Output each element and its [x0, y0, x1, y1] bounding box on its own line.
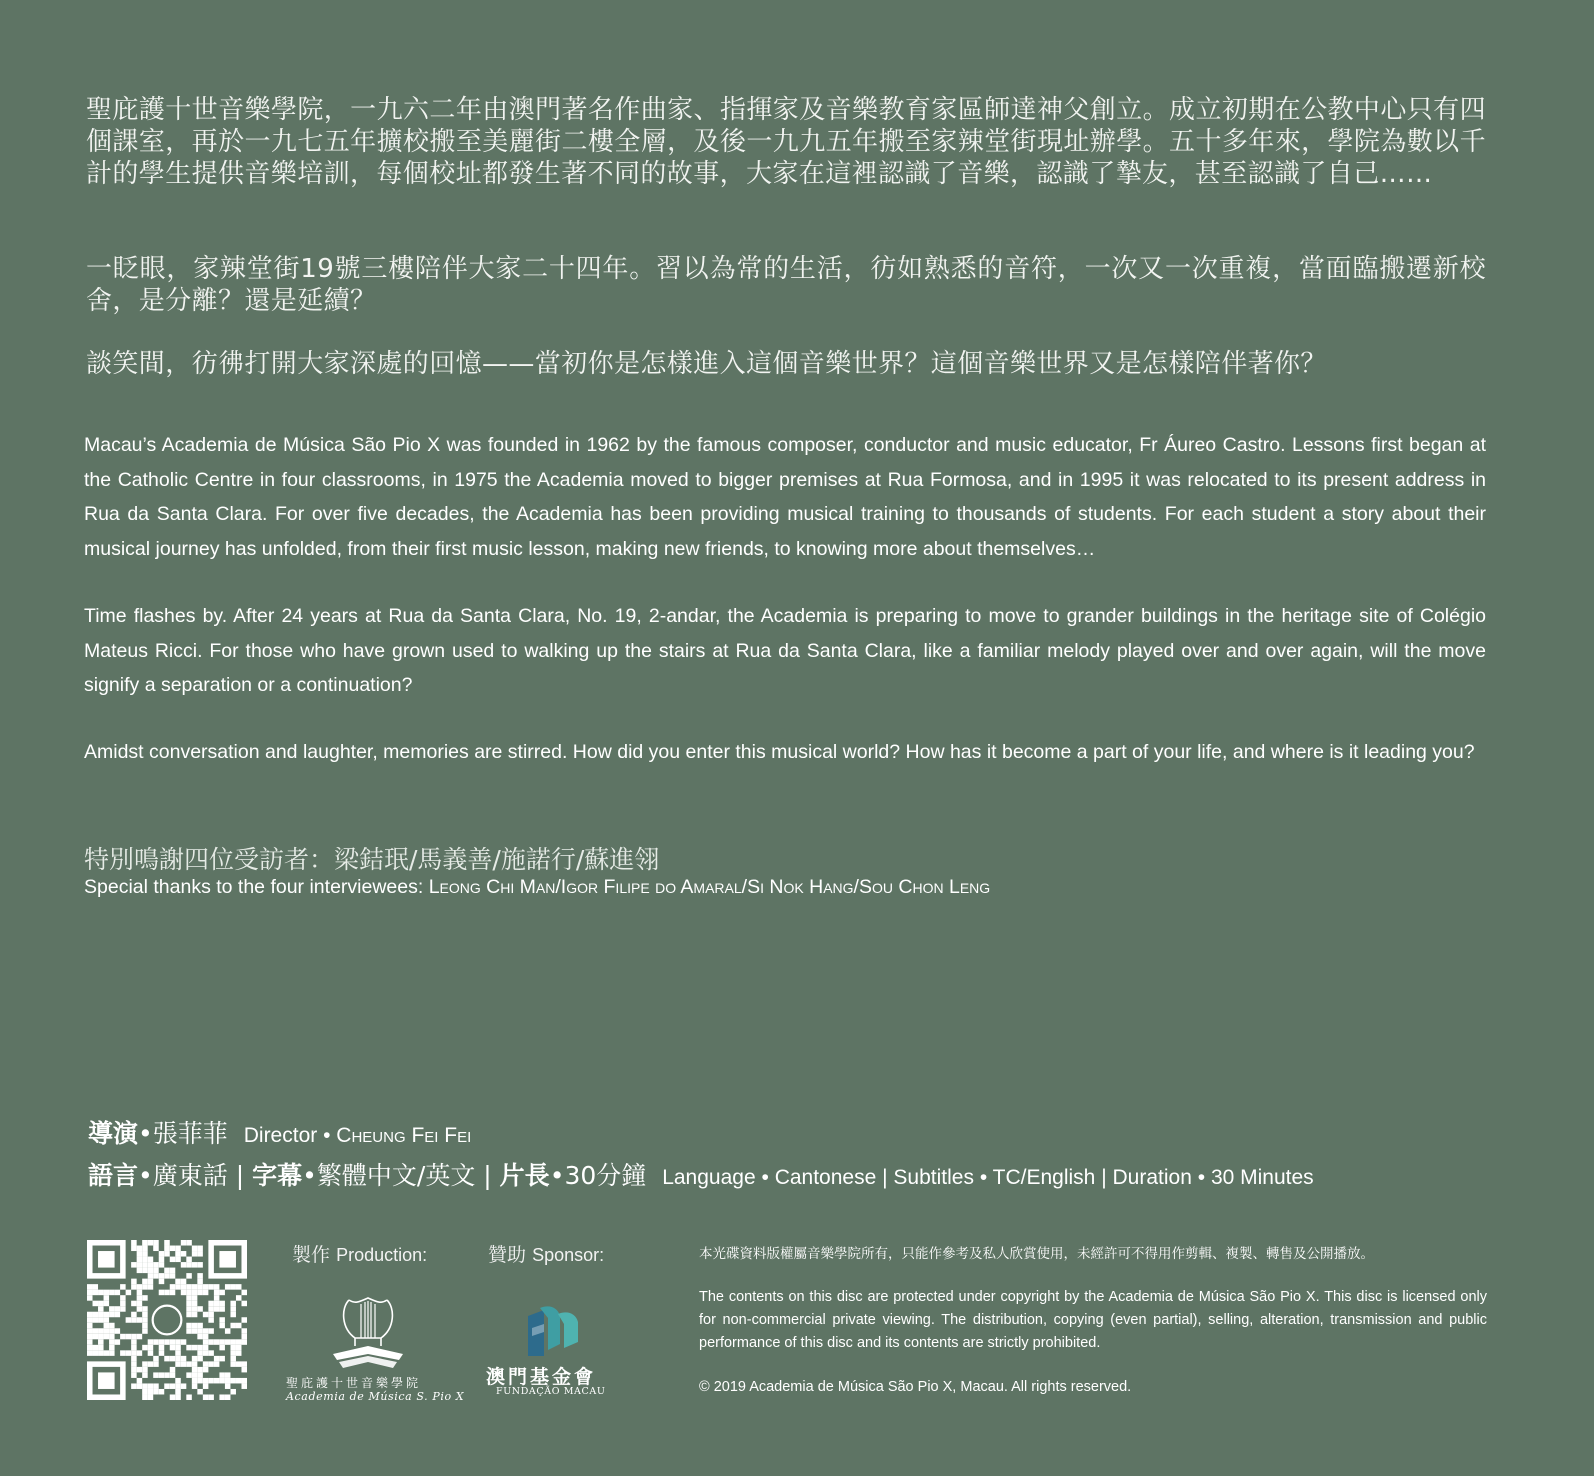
dot: •: [138, 1119, 153, 1148]
dot: •: [323, 1124, 331, 1147]
production-label-en: Production:: [336, 1245, 428, 1265]
special-thanks-prefix: Special thanks to the four interviewees:: [84, 876, 429, 898]
separator: |: [882, 1166, 888, 1189]
fundacao-macau-logo-chinese: 澳門基金會: [486, 1366, 597, 1388]
separator: |: [483, 1161, 492, 1190]
subtitles-en-value: TC/English: [992, 1166, 1096, 1189]
duration-label: 片長: [499, 1161, 550, 1190]
dot: •: [761, 1166, 769, 1189]
english-paragraph-3: Amidst conversation and laughter, memories are stirred. How did you enter this musical world? How has it become a part of your life, and where is it leading you?: [84, 741, 1475, 763]
dot: •: [979, 1166, 988, 1189]
separator: |: [235, 1161, 245, 1190]
language-en-value: Cantonese: [774, 1166, 877, 1189]
duration-en-label: Duration: [1112, 1166, 1192, 1189]
sponsor-label: [488, 1240, 604, 1267]
language-value: 廣東話: [152, 1161, 228, 1190]
copyright-line: © 2019 Academia de Música São Pio X, Macau. All rights reserved.: [699, 1379, 1132, 1395]
fundacao-macau-logo-icon: [524, 1304, 582, 1360]
sponsor-label-zh: 贊助: [488, 1244, 527, 1266]
fundacao-macau-logo-english: FUNDAÇÃO MACAU: [496, 1386, 606, 1397]
interviewee-names: Leong Chi Man/Igor Filipe do Amaral/Si Nok Hang/Sou Chon Leng: [428, 876, 991, 898]
dot: •: [302, 1161, 317, 1190]
chinese-paragraph-2: 一眨眼，家辣堂街19號三樓陪伴大家二十四年。習以為常的生活，彷如熟悉的音符，一次又一次重複，當面臨搬遷新校舍，是分離？還是延續？: [86, 254, 1486, 316]
qr-code-icon[interactable]: [86, 1240, 248, 1400]
production-label: [292, 1240, 427, 1267]
duration-value: 30分鐘: [564, 1161, 647, 1190]
separator: |: [1101, 1166, 1107, 1189]
academy-lyre-logo-icon: [325, 1294, 411, 1370]
chinese-paragraph-1: 聖庇護十世音樂學院，一九六二年由澳門著名作曲家、指揮家及音樂教育家區師達神父創立。成立初期在公教中心只有四個課室，再於一九七五年擴校搬至美麗街二樓全層，及後一九九五年搬至家辣堂街現址辦學。五十多年來，學院為數以千計的學生提供音樂培訓，每個校址都發生著不同的故事，大家在這裡認識了音樂，認識了摯友，甚至認識了自己……: [86, 95, 1486, 189]
duration-en-value: 30 Minutes: [1210, 1166, 1314, 1189]
language-en-label: Language: [662, 1166, 756, 1189]
subtitles-value: 繁體中文/英文: [316, 1161, 476, 1190]
director-credit: [88, 1114, 471, 1150]
chinese-paragraph-3: 談笑間，彷彿打開大家深處的回憶——當初你是怎樣進入這個音樂世界？這個音樂世界又是怎樣陪伴著你？: [86, 349, 1327, 379]
director-en-name: Cheung Fei Fei: [336, 1124, 472, 1147]
subtitles-label: 字幕: [252, 1161, 303, 1190]
dot: •: [549, 1161, 565, 1190]
english-paragraph-2: Time flashes by. After 24 years at Rua da Santa Clara, No. 19, 2-andar, the Academia is preparing to move to grander buildings in the heritage site of Colégio Mateus Ricci. For those who have grown used to walking up the stairs at Rua da Santa Clara, like a familiar melody played over and over again, will the move signify a separation or a continuation?: [84, 605, 1486, 696]
dot: •: [138, 1161, 153, 1190]
special-thanks-english: [84, 876, 990, 899]
copyright-notice-english: The contents on this disc are protected under copyright by the Academia de Música São Pio X. This disc is licensed only for non-commercial private viewing. The distribution, copying (even partial), selling, alteration, transmission and public performance of this disc and its contents are strictly prohibited.: [699, 1289, 1487, 1351]
dot: •: [1197, 1166, 1206, 1189]
sponsor-label-en: Sponsor:: [532, 1245, 605, 1265]
director-name: 張菲菲: [152, 1119, 228, 1148]
director-label: 導演: [88, 1119, 139, 1148]
special-thanks-chinese: 特別鳴謝四位受訪者：梁銡珉/馬義善/施諾行/蘇進翎: [84, 845, 660, 874]
english-paragraph-1: Macau’s Academia de Música São Pio X was founded in 1962 by the famous composer, conductor and music educator, Fr Áureo Castro. Lessons first began at the Catholic Centre in four classrooms, in 1975 the Academia moved to bigger premises at Rua Formosa, and in 1995 it was relocated to its present address in Rua da Santa Clara. For over five decades, the Academia has been providing musical training to thousands of students. For each student a story about their musical journey has unfolded, from their first music lesson, making new friends, to knowing more about themselves…: [84, 434, 1486, 560]
academy-logo-chinese: 聖庇護十世音樂學院: [286, 1376, 422, 1390]
language-label: 語言: [88, 1161, 139, 1190]
academy-logo-english: Academia de Música S. Pio X: [286, 1390, 465, 1403]
copyright-notice-chinese: 本光碟資料版權屬音樂學院所有，只能作參考及私人欣賞使用，未經許可不得用作剪輯、複製、轉售及公開播放。: [699, 1246, 1374, 1262]
production-label-zh: 製作: [292, 1244, 331, 1266]
subtitles-en-label: Subtitles: [893, 1166, 974, 1189]
language-subtitle-duration-credit: [88, 1156, 1314, 1192]
director-en-label: Director: [243, 1124, 318, 1147]
